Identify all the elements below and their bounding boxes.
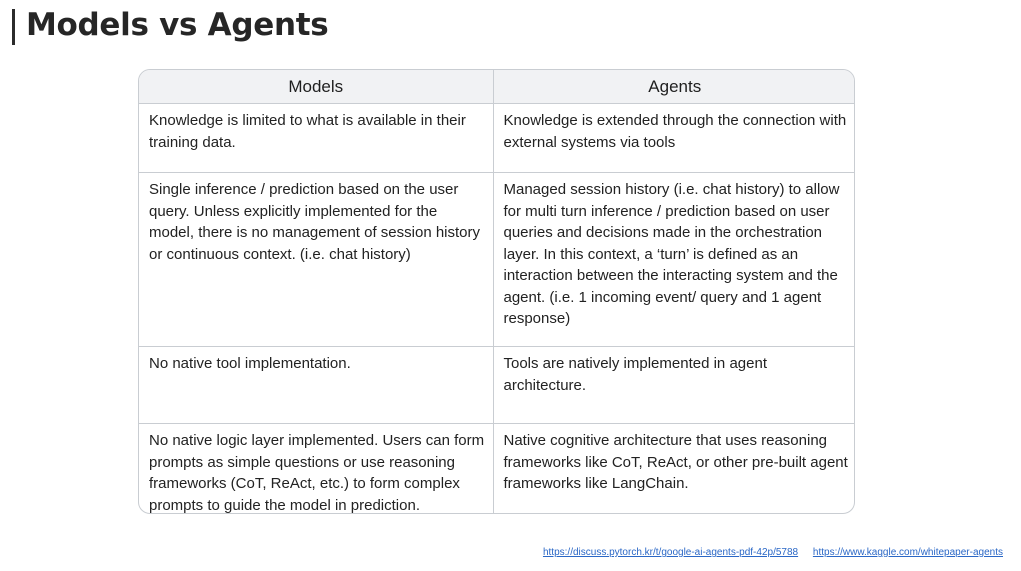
source-link-pytorch[interactable]: https://discuss.pytorch.kr/t/google-ai-agents-pdf-42p/5788 (542, 547, 799, 558)
slide-title: Models vs Agents (26, 7, 329, 43)
models-cell: Single inference / prediction based on the user query. Unless explicitly implemented for the model, there is no management of session history or continuous context. (i.e. chat history) (139, 173, 493, 347)
column-header-models: Models (139, 70, 493, 104)
agents-cell: Managed session history (i.e. chat history) to allow for multi turn inference / prediction based on user queries and decisions made in the orchestration layer. In this context, a ‘turn’ is defined as an interaction between the interacting system and the agent. (i.e. 1 incoming event/ query and 1 agent response) (493, 173, 855, 347)
column-header-agents: Agents (493, 70, 855, 104)
table-row (139, 424, 855, 515)
models-cell: Knowledge is limited to what is available in their training data. (139, 104, 493, 173)
table-header-row (139, 70, 855, 104)
comparison-table (138, 69, 855, 514)
source-link-kaggle[interactable]: https://www.kaggle.com/whitepaper-agents (812, 547, 1003, 558)
agents-cell: Knowledge is extended through the connection with external systems via tools (493, 104, 855, 173)
models-cell: No native logic layer implemented. Users can form prompts as simple questions or use reasoning frameworks (CoT, ReAct, etc.) to form complex prompts to guide the model in prediction. (149, 432, 485, 514)
agents-cell: Native cognitive architecture that uses reasoning frameworks like CoT, ReAct, or other pre-built agent frameworks like LangChain. (493, 424, 855, 515)
agents-cell: Tools are natively implemented in agent architecture. (493, 347, 855, 424)
table-row (139, 347, 855, 424)
source-links (531, 547, 1003, 558)
models-cell: No native tool implementation. (139, 347, 493, 424)
table-row (139, 173, 855, 347)
title-accent-bar (12, 9, 15, 45)
table-row (139, 104, 855, 173)
